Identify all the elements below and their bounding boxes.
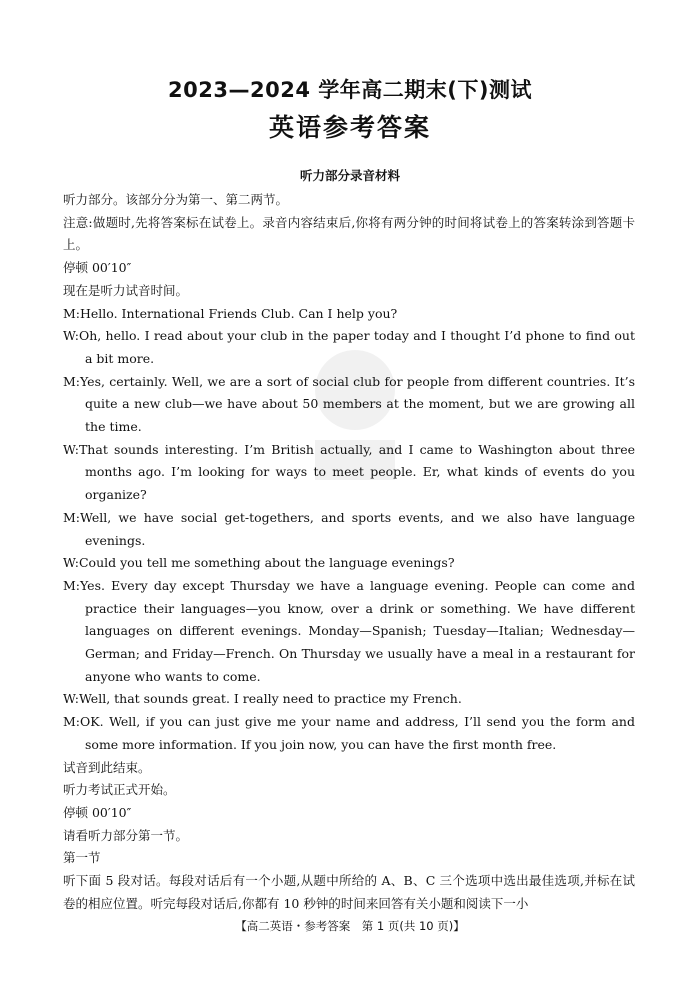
body-paragraph: 听力部分。该部分分为第一、第二两节。 bbox=[63, 192, 289, 207]
dialog-line: M:Hello. International Friends Club. Can I help you? bbox=[63, 305, 398, 321]
dialog-line: M:Yes, certainly. Well, we are a sort of social club for people from different countries. It’s quite a new club—we have about 50 members at the moment, but we are growing all the time. bbox=[63, 373, 635, 435]
body-paragraph: 停顿 00′10″ bbox=[63, 804, 132, 820]
document-body bbox=[63, 189, 635, 916]
body-paragraph: 听力考试正式开始。 bbox=[63, 782, 176, 798]
dialog-line: W:Could you tell me something about the language evenings? bbox=[63, 555, 455, 571]
dialog-line: W:Oh, hello. I read about your club in the paper today and I thought I’d phone to find out a bit more. bbox=[63, 328, 635, 366]
body-paragraph: 第一节 bbox=[63, 850, 101, 866]
dialog-line: M:Yes. Every day except Thursday we have a language evening. People can come and practice their languages—you know, over a drink or something. We have different languages on different evenings. Monday—Spanish; Tuesday—Italian; Wednesday—German; and Friday—French. On Thursday we usually have a meal in a restaurant for anyone who wants to come. bbox=[63, 577, 635, 684]
dialog-line: W:Well, that sounds great. I really need to practice my French. bbox=[63, 691, 462, 707]
section-heading: 听力部分录音材料 bbox=[299, 168, 400, 183]
body-paragraph: 停顿 00′10″ bbox=[63, 260, 132, 276]
document-title-line2: 英语参考答案 bbox=[268, 113, 431, 142]
body-paragraph: 听下面 5 段对话。每段对话后有一个小题,从题中所给的 A、B、C 三个选项中选出最佳选项,并标在试卷的相应位置。听完每段对话后,你都有 10 秒钟的时间来回答有关小题和阅读下一小 bbox=[63, 873, 635, 911]
body-paragraph: 请看听力部分第一节。 bbox=[63, 827, 189, 843]
dialog-line: W:That sounds interesting. I’m British actually, and I came to Washington about three months ago. I’m looking for ways to meet people. Er, what kinds of events do you organize? bbox=[63, 441, 635, 503]
page-footer: 【高二英语・参考答案 第 1 页(共 10 页)】 bbox=[235, 919, 465, 933]
dialog-line: M:OK. Well, if you can just give me your name and address, I’ll send you the form and some more information. If you join now, you can have the first month free. bbox=[63, 714, 635, 752]
body-paragraph: 注意:做题时,先将答案标在试卷上。录音内容结束后,你将有两分钟的时间将试卷上的答案转涂到答题卡上。 bbox=[63, 214, 635, 253]
dialog-line: M:Well, we have social get-togethers, and sports events, and we also have language evenings. bbox=[63, 509, 635, 548]
body-paragraph: 试音到此结束。 bbox=[63, 759, 151, 775]
document-title-line1: 2023—2024 学年高二期末(下)测试 bbox=[168, 78, 532, 102]
body-paragraph: 现在是听力试音时间。 bbox=[63, 282, 189, 298]
